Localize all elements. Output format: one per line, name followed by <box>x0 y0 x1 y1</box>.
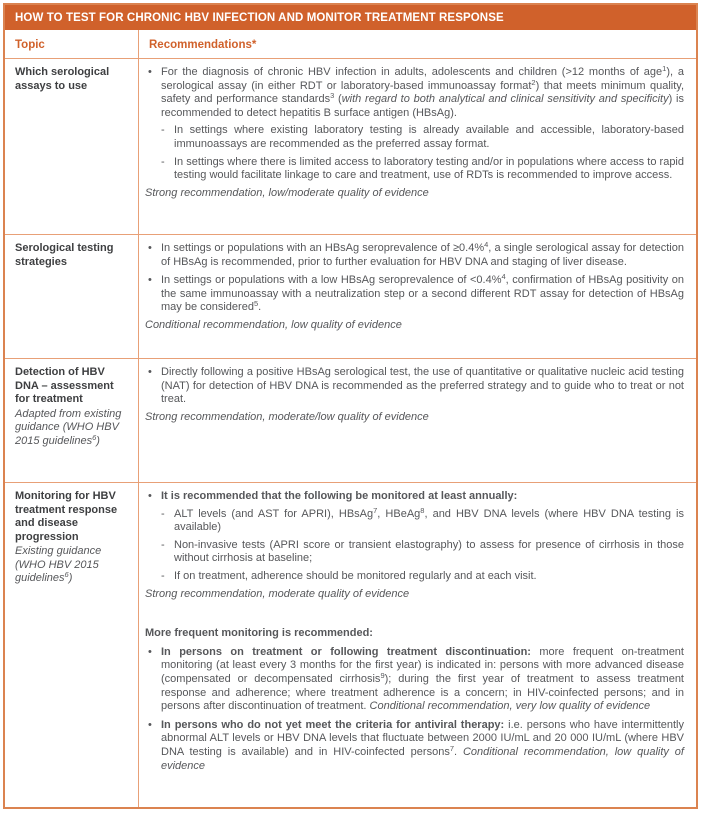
topic-cell <box>5 59 139 234</box>
recommendation-text <box>161 646 684 714</box>
guidelines-table <box>3 3 698 809</box>
topic-label <box>15 242 130 269</box>
dash-marker: - <box>161 124 165 137</box>
dash-marker: - <box>161 507 165 520</box>
text-segment: It is recommended that the following be monitored at least annually: <box>161 490 518 502</box>
topic-label <box>15 366 130 407</box>
recommendation-text <box>174 124 684 151</box>
text-segment: ( <box>334 93 342 106</box>
text-segment: Serological testing strategies <box>15 242 114 268</box>
superscript-reference: 5 <box>253 299 259 309</box>
bullet-marker: • <box>148 274 152 287</box>
superscript-reference: 6 <box>64 570 69 579</box>
text-segment: In settings or populations with an HBsAg seroprevalence of ≥0.4% <box>161 242 485 254</box>
table-row <box>5 234 696 358</box>
text-segment: Adapted from existing guidance (WHO HBV 2015 guidelines <box>15 407 122 447</box>
recommendation-text <box>161 242 684 269</box>
superscript-reference: 3 <box>330 91 335 101</box>
bullet-marker: • <box>148 718 152 731</box>
text-segment: In persons who do not yet meet the criteria for antiviral therapy: <box>161 718 505 731</box>
recommendation-bullet <box>145 646 684 714</box>
recommendation-text <box>174 539 684 566</box>
column-header-row <box>5 30 696 58</box>
text-segment: Directly following a positive HBsAg serological test, the use of quantitative or qualitative nucleic acid testing (NAT) for detection of HBV DNA is recommended as the preferred strategy and to guide who to treat or not treat. <box>161 366 684 406</box>
recommendation-text <box>161 490 684 504</box>
text-segment: More frequent monitoring is recommended: <box>145 627 373 640</box>
text-segment: ALT levels (and AST for APRI), HBsAg <box>174 507 374 520</box>
table-title: HOW TO TEST FOR CHRONIC HBV INFECTION AND MONITOR TREATMENT RESPONSE <box>5 5 696 30</box>
text-segment: Strong recommendation, low/moderate quality of evidence <box>145 186 429 199</box>
bullet-marker: • <box>148 490 152 502</box>
column-header-topic: Topic <box>5 30 139 58</box>
text-segment: If on treatment, adherence should be monitored regularly and at each visit. <box>174 569 537 582</box>
superscript-reference: 4 <box>484 240 489 249</box>
text-segment: In settings or populations with a low HBsAg seroprevalence of <0.4% <box>161 274 502 287</box>
text-segment: Detection of HBV DNA – assessment for treatment <box>15 366 114 405</box>
superscript-reference: 4 <box>501 272 506 282</box>
text-segment: i.e. persons who have intermittently abnormal ALT levels or HBV DNA levels that fluctuate between 2000 IU/mL and 20 000 IU/mL (where HBV DNA testing is available) and in HIV-coinfected persons <box>161 718 684 758</box>
recommendation-bullet <box>145 366 684 407</box>
text-segment: more frequent on-treatment monitoring (at least every 3 months for the first year) is indicated in: persons with more advanced disease (compensated or decompensated cirrhosis <box>161 645 684 685</box>
text-segment: Non-invasive tests (APRI score or transient elastography) to assess for presence of cirrhosis in those without cirrhosis at baseline; <box>174 538 684 565</box>
dash-marker: - <box>161 538 165 551</box>
recommendation-text <box>161 719 684 773</box>
text-segment: ), a serological assay (in either RDT or laboratory-based immunoassay format <box>161 66 684 92</box>
recommendation-bullet <box>145 274 684 315</box>
text-segment: Strong recommendation, moderate/low quality of evidence <box>145 410 429 423</box>
bullet-marker: • <box>148 366 152 378</box>
recommendation-subitem <box>159 124 684 151</box>
superscript-reference: 7 <box>449 743 454 753</box>
text-segment: . <box>258 301 262 314</box>
text-segment: ) is recommended to detect hepatitis B surface antigen (HBsAg). <box>161 93 684 119</box>
recommendation-bullet <box>145 242 684 269</box>
text-segment: Conditional recommendation, low quality of evidence <box>161 745 684 772</box>
text-segment: ) <box>96 434 100 447</box>
table-body <box>5 58 696 807</box>
superscript-reference: 2 <box>531 77 536 87</box>
text-segment: , and HBV DNA levels (where HBV DNA testing is available) <box>174 507 684 534</box>
topic-cell <box>5 235 139 358</box>
recommendation-subitem <box>159 156 684 183</box>
text-segment: For the diagnosis of chronic HBV infection in adults, adolescents and children (>12 months of age <box>161 66 663 78</box>
text-segment: In persons on treatment or following treatment discontinuation: <box>161 645 531 658</box>
recommendation-bullet <box>145 66 684 120</box>
recommendation-note <box>145 319 684 333</box>
topic-cell <box>5 359 139 482</box>
text-segment: ) <box>68 572 73 584</box>
recommendations-cell <box>139 483 696 807</box>
recommendations-cell <box>139 359 696 482</box>
table-row <box>5 482 696 807</box>
recommendation-bullet <box>145 719 684 773</box>
text-segment: , confirmation of HBsAg positivity on the same immunoassay with a neutralization step or a second different RDT assay for detection of HBsAg may be considered <box>161 274 684 314</box>
text-segment: Which serological assays to use <box>15 66 110 92</box>
recommendation-subitem <box>159 570 684 584</box>
superscript-reference: 9 <box>380 670 385 680</box>
topic-source-note <box>15 408 130 449</box>
topic-label <box>15 490 130 544</box>
bullet-marker: • <box>148 242 152 254</box>
recommendation-note <box>145 411 684 425</box>
text-segment: Monitoring for HBV treatment response and disease progression <box>15 490 118 543</box>
topic-cell <box>5 483 139 807</box>
text-segment: Conditional recommendation, very low quality of evidence <box>369 700 651 713</box>
recommendation-text <box>174 156 684 183</box>
text-segment: In settings where there is limited access to laboratory testing and/or in populations where access to rapid testing would facilitate linkage to care and treatment, use of RDTs is recommended to improve access. <box>174 155 684 182</box>
recommendation-text <box>161 274 684 315</box>
topic-label <box>15 66 130 93</box>
column-header-recommendations: Recommendations* <box>149 39 257 51</box>
recommendations-cell <box>139 59 696 234</box>
dash-marker: - <box>161 569 165 582</box>
text-segment: with regard to both analytical and clinical sensitivity and specificity <box>341 93 669 106</box>
recommendation-text <box>174 570 684 584</box>
recommendation-text <box>161 66 684 120</box>
recommendations-cell <box>139 235 696 358</box>
superscript-reference: 7 <box>373 505 378 515</box>
bullet-marker: • <box>148 645 152 658</box>
text-segment: In settings where existing laboratory testing is already available and accessible, laboratory-based immunoassays are recommended as the preferred assay format. <box>174 124 684 150</box>
recommendation-text <box>174 505 684 535</box>
recommendation-note <box>145 627 684 641</box>
text-segment: ); during the first year of treatment to assess treatment response and adherence; where treatment adherence is a concern; in HIV-coinfected persons; and in persons after discontinuation of treatment. <box>161 672 684 713</box>
recommendation-text <box>161 366 684 407</box>
superscript-reference: 8 <box>420 505 425 515</box>
recommendation-note <box>145 187 684 201</box>
text-segment: Strong recommendation, moderate quality of evidence <box>145 587 410 600</box>
superscript-reference: 6 <box>92 432 97 442</box>
spacer <box>145 601 684 623</box>
text-segment: , a single serological assay for detection of HBsAg is recommended, prior to further evaluation for HBV DNA and staging of liver disease. <box>161 242 684 268</box>
topic-source-note <box>15 545 130 586</box>
text-segment: Existing guidance (WHO HBV 2015 guidelines <box>15 545 102 584</box>
superscript-reference: 1 <box>662 64 667 73</box>
recommendation-bullet <box>145 490 684 504</box>
text-segment: . <box>454 745 463 758</box>
text-segment: ) that meets minimum quality, safety and performance standards <box>161 79 685 106</box>
table-row <box>5 58 696 234</box>
dash-marker: - <box>161 155 165 168</box>
text-segment: Conditional recommendation, low quality of evidence <box>145 318 402 331</box>
text-segment: , HBeAg <box>377 507 421 520</box>
table-row <box>5 358 696 482</box>
bullet-marker: • <box>148 66 152 78</box>
recommendation-subitem <box>159 539 684 566</box>
recommendation-subitem <box>159 505 684 535</box>
recommendation-note <box>145 588 684 602</box>
